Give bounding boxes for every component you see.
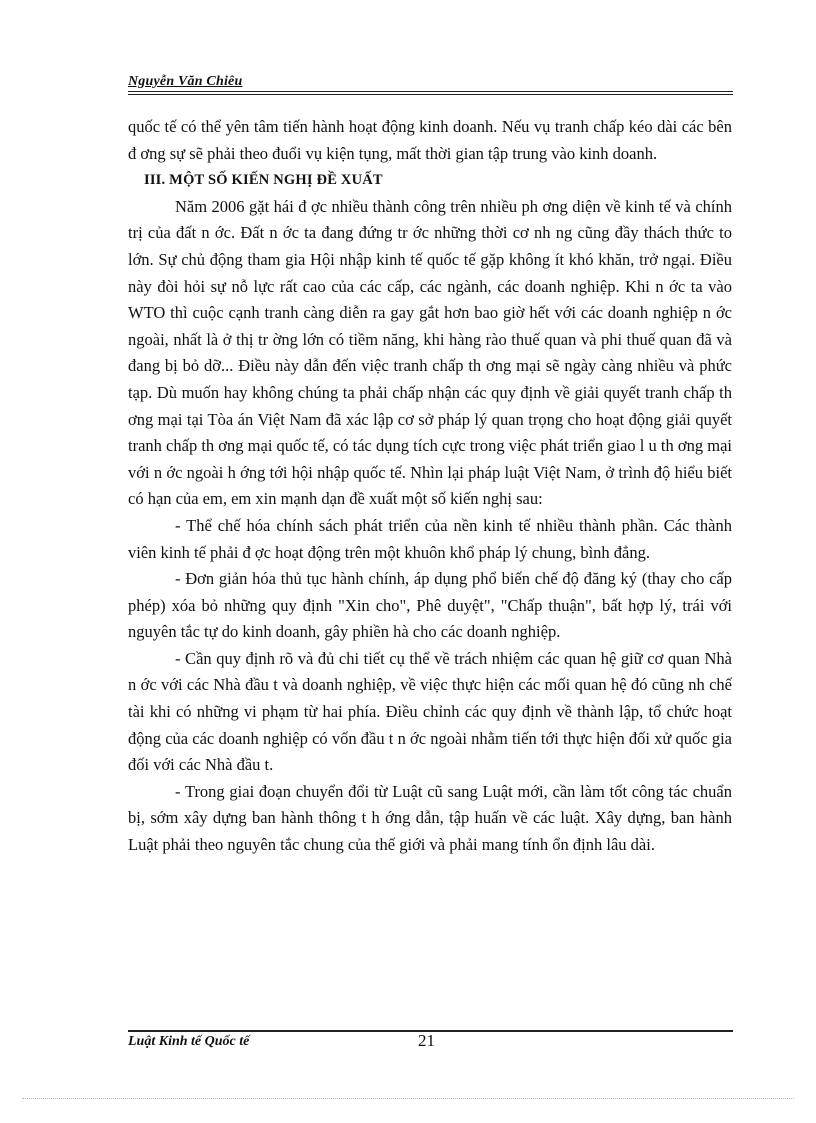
recommendation-3: - Cần quy định rõ và đủ chi tiết cụ thể về trách nhiệm các quan hệ giữ cơ quan Nhà n ớc với các Nhà đầu t và doanh nghiệp, về việc thực hiện các mối quan hệ đó cũng nh chế tài khi có những vi phạm từ hai phía. Điều chỉnh các quy định về thành lập, tổ chức hoạt động của các doanh nghiệp có vốn đầu t n ớc ngoài nhằm tiến tới thực hiện đối xử quốc gia đối với các Nhà đầu t. [128,648,732,775]
page-number: 21 [418,1031,435,1050]
recommendation-1: - Thể chế hóa chính sách phát triển của nền kinh tế nhiều thành phần. Các thành viên kinh tế phải đ ợc hoạt động trên một khuôn khổ pháp lý chung, bình đẳng. [128,515,732,562]
paragraph-continuation: quốc tế có thể yên tâm tiến hành hoạt động kinh doanh. Nếu vụ tranh chấp kéo dài các bên đ ơng sự sẽ phải theo đuổi vụ kiện tụng, mất thời gian tập trung vào kinh doanh. [128,117,732,163]
page-border-dotted [22,1098,794,1099]
section-heading: III. MỘT SỐ KIẾN NGHỊ ĐỀ XUẤT [144,172,383,189]
recommendation-2: - Đơn giản hóa thủ tục hành chính, áp dụng phổ biến chế độ đăng ký (thay cho cấp phép) xóa bỏ những quy định "Xin cho", Phê duyệt", "Chấp thuận", bất hợp lý, trái với nguyên tắc tự do kinh doanh, gây phiền hà cho các doanh nghiệp. [128,569,732,642]
recommendation-4: - Trong giai đoạn chuyển đổi từ Luật cũ sang Luật mới, cần làm tốt công tác chuẩn bị, sớm xây dựng ban hành thông t h ớng dẫn, tập huấn về các luật. Xây dựng, ban hành Luật phải theo nguyên tắc chung của thế giới và phải mang tính ổn định lâu dài. [128,781,732,855]
body-text [128,114,732,859]
header-rule [128,91,733,92]
paragraph-intro: Năm 2006 gặt hái đ ợc nhiều thành công trên nhiều ph ơng diện về kinh tế và chính trị của đất n ớc. Đất n ớc ta đang đứng tr ớc những thời cơ nh ng cũng đầy thách thức to lớn. Sự chủ động tham gia Hội nhập kinh tế quốc tế gặp không ít khó khăn, trở ngại. Điều này đòi hỏi sự nỗ lực rất cao của các cấp, các ngành, các doanh nghiệp. Khi n ớc ta vào WTO thì cuộc cạnh tranh càng diễn ra gay gắt hơn bao giờ hết với các doanh nghiệp n ớc ngoài, nhất là ở thị tr ờng lớn có tiềm năng, khi hàng rào thuế quan và phi thuế quan đã và đang bị bỏ dỡ... Điều này dẫn đến việc tranh chấp th ơng mại sẽ ngày càng nhiều và phức tạp. Dù muốn hay không chúng ta phải chấp nhận các quy định về giải quyết tranh chấp th ơng mại tại Tòa án Việt Nam đã xác lập cơ sở pháp lý quan trọng cho hoạt động giải quyết tranh chấp th ơng mại quốc tế, có tác dụng tích cực trong việc phát triển giao l u th ơng mại với n ớc ngoài h ớng tới hội nhập quốc tế. Nhìn lại pháp luật Việt Nam, ở trình độ hiểu biết có hạn của em, em xin mạnh dạn đề xuất một số kiến nghị sau: [128,196,732,509]
header-author: Nguyễn Văn Chiêu [128,74,243,89]
footer-course-title: Luật Kinh tế Quốc tế [128,1034,250,1049]
header-rule-double [128,94,733,95]
